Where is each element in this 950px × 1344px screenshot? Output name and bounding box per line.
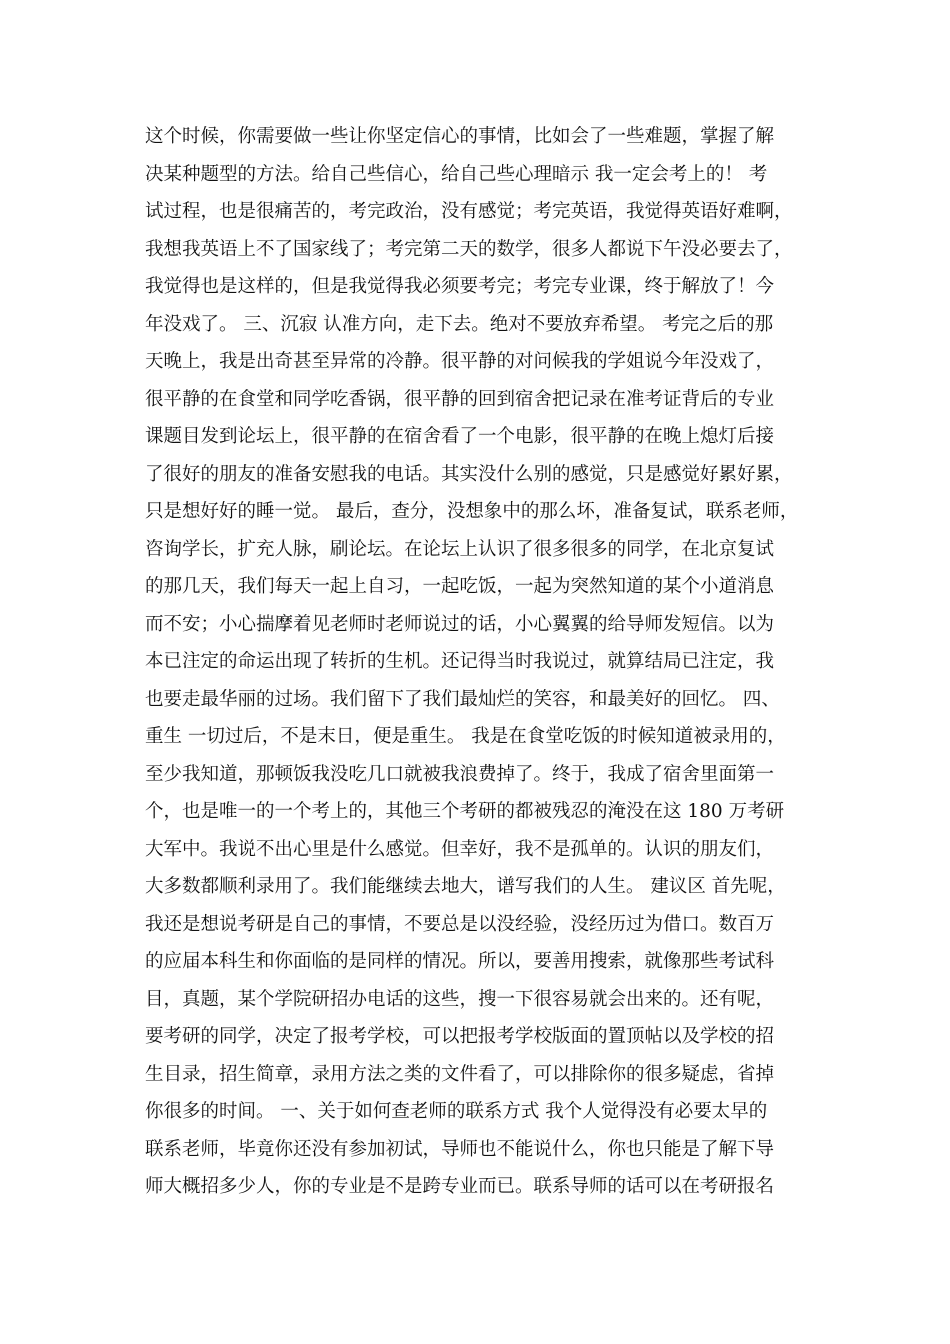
text-line: 重生 一切过后，不是末日，便是重生。 我是在食堂吃饭的时候知道被录用的， — [145, 726, 786, 747]
text-line: 的那几天，我们每天一起上自习，一起吃饭，一起为突然知道的某个小道消息 — [145, 576, 775, 597]
text-line: 的应届本科生和你面临的是同样的情况。所以，要善用搜索，就像那些考试科 — [145, 951, 775, 972]
text-line: 至少我知道，那顿饭我没吃几口就被我浪费掉了。终于，我成了宿舍里面第一 — [145, 763, 775, 785]
text-line: 目，真题，某个学院研招办电话的这些，搜一下很容易就会出来的。还有呢， — [145, 988, 775, 1010]
text-line: 只是想好好的睡一觉。 最后，查分，没想象中的那么坏，准备复试，联系老师， — [145, 501, 799, 522]
body-text — [145, 118, 825, 1206]
text-line: 师大概招多少人，你的专业是不是跨专业而已。联系导师的话可以在考研报名 — [145, 1176, 775, 1197]
text-line: 也要走最华丽的过场。我们留下了我们最灿烂的笑容，和最美好的回忆。 四、 — [145, 688, 780, 710]
text-line: 课题目发到论坛上，很平静的在宿舍看了一个电影，很平静的在晚上熄灯后接 — [145, 426, 775, 447]
text-line: 生目录，招生简章，录用方法之类的文件看了，可以排除你的很多疑虑，省掉 — [145, 1063, 775, 1085]
text-line: 这个时候，你需要做一些让你坚定信心的事情，比如会了一些难题，掌握了解 — [145, 126, 775, 147]
text-line: 天晚上，我是出奇甚至异常的冷静。很平静的对问候我的学姐说今年没戏了， — [145, 351, 775, 372]
text-line: 你很多的时间。 一、关于如何查老师的联系方式 我个人觉得没有必要太早的 — [145, 1101, 768, 1122]
text-line: 咨询学长，扩充人脉，刷论坛。在论坛上认识了很多很多的同学，在北京复试 — [145, 538, 775, 560]
text-line: 本已注定的命运出现了转折的生机。还记得当时我说过，就算结局已注定，我 — [145, 651, 775, 672]
text-line: 很平静的在食堂和同学吃香锅，很平静的回到宿舍把记录在准考证背后的专业 — [145, 388, 775, 410]
text-line: 要考研的同学，决定了报考学校，可以把报考学校版面的置顶帖以及学校的招 — [145, 1026, 775, 1047]
text-line: 我还是想说考研是自己的事情，不要总是以没经验，没经历过为借口。数百万 — [145, 913, 775, 935]
text-line: 了很好的朋友的准备安慰我的电话。其实没什么别的感觉，只是感觉好累好累， — [145, 463, 793, 485]
text-line: 联系老师，毕竟你还没有参加初试，导师也不能说什么，你也只能是了解下导 — [145, 1138, 775, 1160]
text-line: 个，也是唯一的一个考上的，其他三个考研的都被残忍的淹没在这 180 万考研 — [145, 801, 785, 822]
text-line: 试过程，也是很痛苦的，考完政治，没有感觉；考完英语，我觉得英语好难啊， — [145, 201, 793, 222]
text-line: 我想我英语上不了国家线了；考完第二天的数学，很多人都说下午没必要去了， — [145, 238, 793, 260]
text-line: 大军中。我说不出心里是什么感觉。但幸好，我不是孤单的。认识的朋友们， — [145, 838, 775, 860]
text-line: 年没戏了。 三、沉寂 认准方向，走下去。绝对不要放弃希望。 考完之后的那 — [145, 313, 774, 335]
text-line: 决某种题型的方法。给自己些信心，给自己些心理暗示 我一定会考上的！ 考 — [145, 163, 768, 185]
text-line: 我觉得也是这样的，但是我觉得我必须要考完；考完专业课，终于解放了！今 — [145, 276, 775, 297]
text-line: 大多数都顺利录用了。我们能继续去地大，谱写我们的人生。 建议区 首先呢， — [145, 876, 786, 897]
text-line: 而不安；小心揣摩着见老师时老师说过的话，小心翼翼的给导师发短信。以为 — [145, 613, 775, 635]
